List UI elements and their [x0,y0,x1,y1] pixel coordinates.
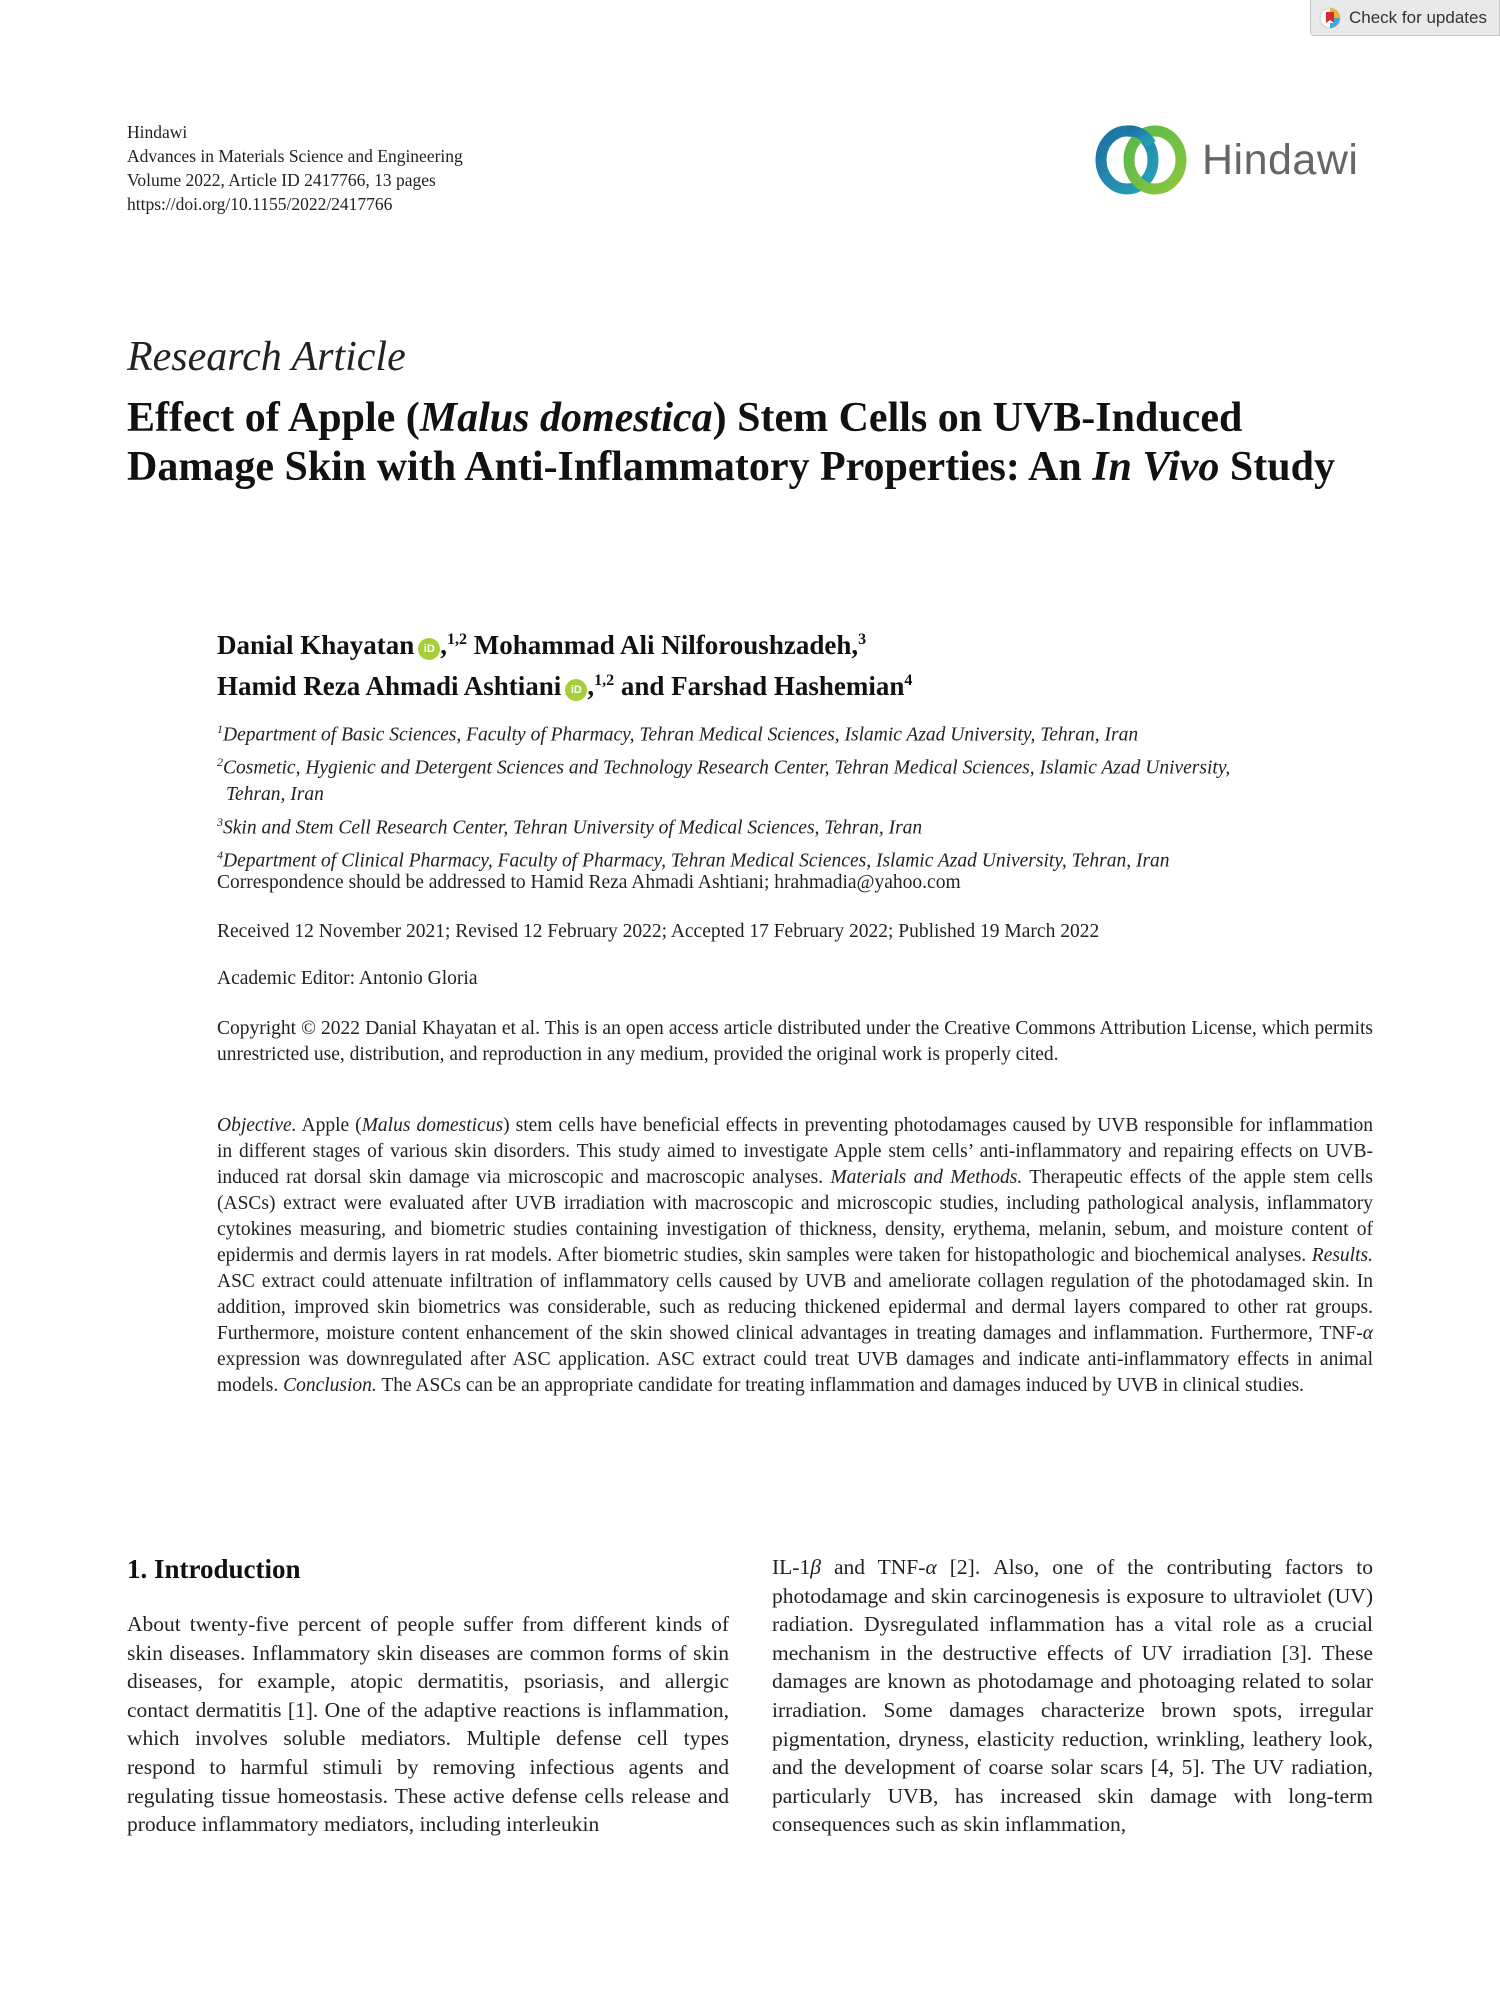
affiliation-number: 1 [217,722,223,736]
article-type: Research Article [127,334,406,380]
affiliation [217,716,1230,749]
author-separator: , [587,671,595,701]
affiliation-number: 3 [217,814,223,829]
intro-text: IL-1 [772,1555,811,1579]
title-italic-invivo: In Vivo [1092,444,1220,490]
abstract-text: ASC extract could attenuate infiltration of inflammatory cells caused by UVB and ameliorate collagen regulation of the photodamaged skin. In addition, improved skin biometrics was considerable, such as reducing thickened epidermal and dermal layers compared to other rat groups. Furthermore, moisture content enhancement of the skin showed clinical advantages in treating damages and inflammation. Furthermore, TNF- [217,1271,1373,1344]
abstract-methods-label: Materials and Methods. [830,1167,1023,1188]
affiliation-text: Department of Basic Sciences, Faculty of Pharmacy, Tehran Medical Sciences, Islamic Azad University, Tehran, Iran [223,724,1139,746]
affiliation [217,749,1230,782]
intro-alpha: α [925,1555,937,1579]
title-part-1: Effect of Apple ( [127,395,420,441]
intro-text: and TNF- [820,1555,926,1579]
journal-name: Advances in Materials Science and Engineering [127,146,463,166]
author-affiliation-ref: 1,2 [594,672,615,689]
doi-link[interactable]: https://doi.org/10.1155/2022/2417766 [127,194,393,214]
volume-info: Volume 2022, Article ID 2417766, 13 pages [127,170,436,190]
abstract-text: ) stem cells have beneficial effects in preventing photodamages caused by UVB responsible for inflammation in different stages of various skin disorders. This study aimed to investigate Apple stem cells’ anti-inflammatory and repairing effects on UVB-induced rat dorsal skin damage via microscopic and macroscopic analyses. [217,1115,1374,1188]
author-and: and [614,671,672,701]
publisher-name: Hindawi [127,122,188,142]
author-line-1 [217,622,912,663]
journal-meta [127,120,463,216]
abstract-text: expression was downregulated after ASC application. ASC extract could treat UVB damages and indicate anti-inflammatory effects in animal models. [217,1349,1373,1396]
abstract-objective-label: Objective. [217,1115,297,1136]
abstract-conclusion-label: Conclusion. [283,1375,377,1396]
affiliation [217,809,1230,842]
affiliation-number: 2 [217,755,223,769]
abstract-species: Malus domesticus [361,1115,504,1136]
author-name[interactable]: Farshad Hashemian [671,671,905,701]
intro-column-right [772,1553,1373,1839]
author-affiliation-ref: 4 [904,672,913,689]
abstract-results-label: Results. [1311,1245,1373,1266]
author-affiliation-ref: 1,2 [447,631,468,648]
author-affiliation-ref: 3 [858,631,867,648]
author-separator: , [851,630,859,660]
section-heading: 1. Introduction [127,1554,301,1584]
author-name[interactable]: Danial Khayatan [217,630,415,660]
correspondence: Correspondence should be addressed to Hamid Reza Ahmadi Ashtiani; hrahmadia@yahoo.com [217,872,961,893]
orcid-icon[interactable]: iD [418,638,440,660]
hindawi-logo [1090,122,1358,198]
crossmark-icon [1319,7,1341,29]
author-separator: , [440,630,448,660]
title-italic-species: Malus domestica [419,395,713,441]
author-line-2 [217,663,912,704]
author-list [217,622,912,704]
title-part-3: Study [1219,444,1335,490]
author-name[interactable]: Mohammad Ali Nilforoushzadeh [473,630,852,660]
copyright-notice: Copyright © 2022 Danial Khayatan et al. This is an open access article distributed under the Creative Commons Attribution License, which permits unrestricted use, distribution, and reproduction in any medium, provided the original work is properly cited. [217,1018,1373,1065]
check-for-updates-badge[interactable] [1310,0,1500,36]
orcid-icon[interactable]: iD [565,679,587,701]
intro-beta: β [810,1555,821,1579]
abstract-text: Therapeutic effects of the apple stem cells (ASCs) extract were evaluated after UVB irradiation with macroscopic and microscopic studies, including pathological analysis, inflammatory cytokines measuring, and biometric studies containing investigation of thickness, density, erythema, melanin, sebum, and moisture content of epidermis and dermis layers in rat models. After biometric studies, skin samples were taken for histopathologic and biochemical analyses. [217,1167,1373,1266]
abstract-alpha: α [1362,1323,1373,1344]
check-for-updates-label: Check for updates [1349,7,1487,27]
abstract-text: The ASCs can be an appropriate candidate for treating inflammation and damages induced by UVB in clinical studies. [376,1375,1305,1396]
intro-column-left: About twenty-five percent of people suffer from different kinds of skin diseases. Inflammatory skin diseases are common forms of skin diseases, for example, atopic dermatitis, psoriasis, and allergic contact dermatitis [1]. One of the adaptive reactions is inflammation, which involves soluble mediators. Multiple defense cell types respond to harmful stimuli by removing infectious agents and regulating tissue homeostasis. These active defense cells release and produce inflammatory mediators, including interleukin [127,1612,729,1837]
abstract-text: Apple ( [296,1115,362,1136]
affiliation-continuation: Tehran, Iran [226,784,324,805]
affiliation-list [217,716,1230,875]
hindawi-rings-icon [1090,122,1192,198]
academic-editor: Academic Editor: Antonio Gloria [217,968,478,989]
title-part-2: ) Stem Cells on UVB-Induced Damage Skin with Anti-Inflammatory Properties: An [127,395,1243,490]
affiliation-text: Department of Clinical Pharmacy, Faculty of Pharmacy, Tehran Medical Sciences, Islamic Azad University, Tehran, Iran [223,850,1170,871]
intro-text: [2]. Also, one of the contributing factors to photodamage and skin carcinogenesis is exposure to ultraviolet (UV) radiation. Dysregulated inflammation has a vital role as a crucial mechanism in the destructive effects of UV irradiation [3]. These damages are known as photodamage and photoaging related to solar irradiation. Some damages characterize brown spots, irregular pigmentation, dryness, elasticity reduction, wrinkling, leathery look, and the development of coarse solar scars [4, 5]. The UV radiation, particularly UVB, has increased skin damage with long-term consequences such as skin inflammation, [772,1555,1373,1837]
affiliation [217,842,1230,875]
publication-dates: Received 12 November 2021; Revised 12 February 2022; Accepted 17 February 2022; Published 19 March 2022 [217,921,1100,942]
abstract [217,1113,1373,1399]
affiliation-text: Skin and Stem Cell Research Center, Tehran University of Medical Sciences, Tehran, Iran [223,817,923,838]
author-name[interactable]: Hamid Reza Ahmadi Ashtiani [217,671,562,701]
affiliation-text: Cosmetic, Hygienic and Detergent Sciences and Technology Research Center, Tehran Medical Sciences, Islamic Azad University, [223,757,1231,779]
hindawi-logo-text: Hindawi [1202,135,1359,184]
affiliation-number: 4 [217,847,223,862]
article-title [127,394,1387,492]
